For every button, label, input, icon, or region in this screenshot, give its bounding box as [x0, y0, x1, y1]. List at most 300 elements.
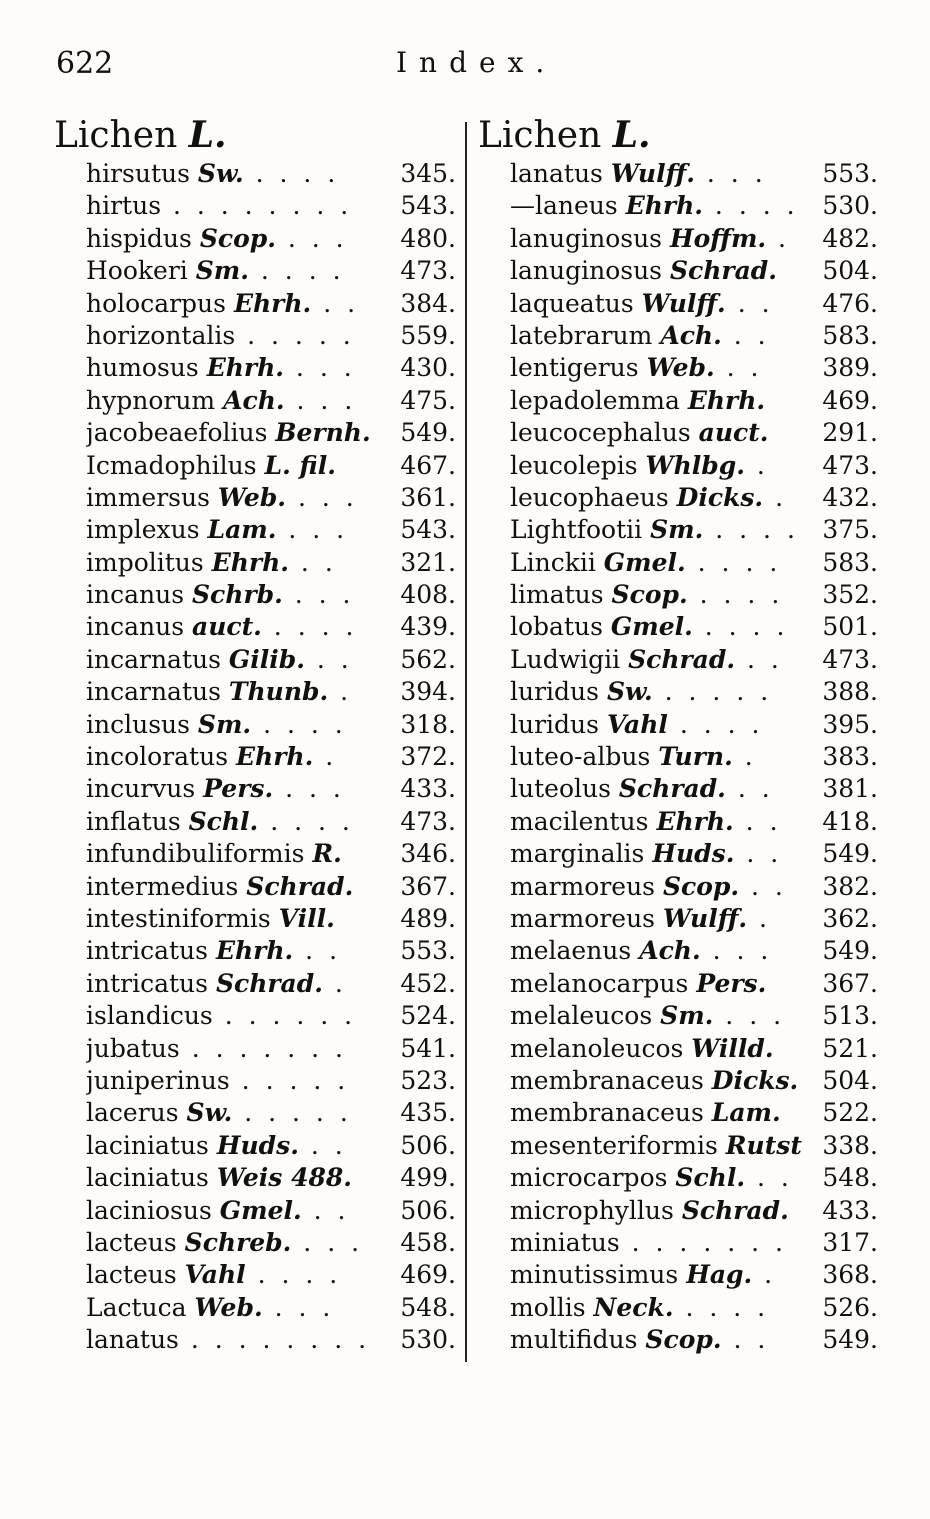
page-header: [56, 46, 874, 90]
entry-text: [86, 676, 386, 708]
page-reference: 475.: [400, 385, 456, 415]
index-entry: [86, 547, 456, 579]
authority: Turn.: [658, 742, 733, 772]
leader-dots: . . .: [276, 515, 349, 545]
index-entry: [86, 158, 456, 190]
leader-dots: . .: [721, 320, 770, 350]
entry-text: [86, 255, 386, 287]
authority: Schrad.: [669, 256, 777, 286]
leader-dots: . .: [745, 1163, 793, 1193]
entry-text: [86, 1227, 386, 1259]
page-reference: 372.: [400, 742, 456, 772]
authority: L. fil.: [264, 450, 336, 480]
entry-text: [86, 223, 386, 255]
index-entry: [86, 1000, 456, 1032]
species-name: lanatus: [510, 159, 603, 188]
species-name: melaenus: [510, 936, 632, 966]
authority: Sw.: [186, 1098, 233, 1128]
entry-text: [510, 644, 808, 676]
authority: Schrad.: [215, 968, 323, 998]
entry-text: [86, 644, 386, 676]
species-name: melaleucos: [510, 1001, 653, 1031]
authority: Sm.: [195, 256, 249, 286]
leader-dots: . . .: [275, 223, 348, 253]
page-reference: 395.: [822, 709, 878, 739]
entry-text: [86, 871, 386, 903]
index-entry: [510, 1259, 878, 1291]
leader-dots: . . . .: [703, 515, 799, 545]
species-name: implexus: [86, 515, 200, 545]
leader-dots: . .: [735, 644, 783, 674]
entry-text: [86, 514, 386, 546]
running-title: Index.: [396, 46, 557, 79]
authority: Ach.: [223, 385, 285, 415]
authority: Huds.: [216, 1130, 299, 1160]
leader-dots: . . .: [282, 580, 355, 610]
index-entry: [510, 1195, 878, 1227]
entry-text: [86, 935, 386, 967]
page-reference: 394.: [400, 677, 456, 707]
page-reference: 346.: [400, 839, 456, 869]
authority: Ach.: [639, 936, 701, 966]
leader-dots: . . . .: [243, 159, 340, 188]
leader-dots: . .: [734, 839, 783, 869]
leader-dots: . . . . .: [232, 1098, 352, 1128]
page-reference: 458.: [400, 1227, 456, 1257]
entry-text: [510, 1000, 808, 1032]
index-entry: [510, 676, 878, 708]
species-name: macilentus: [510, 806, 649, 836]
species-name: hirtus: [86, 191, 162, 221]
page-reference: 548.: [400, 1292, 456, 1322]
authority: Schrad.: [618, 774, 726, 804]
species-name: Linckii: [510, 547, 596, 577]
species-name: intermedius: [86, 871, 239, 901]
authority: Whlbg.: [645, 450, 745, 480]
authority: Ehrh.: [235, 742, 314, 772]
authority: Sw.: [606, 677, 653, 707]
authority: Schrb.: [192, 580, 283, 610]
page-reference: 506.: [400, 1195, 456, 1225]
index-entry: [86, 1227, 456, 1259]
species-name: incanus: [86, 612, 185, 642]
species-name: leucocephalus: [510, 418, 691, 448]
index-entry: [86, 190, 456, 222]
leader-dots: . . . . .: [652, 677, 773, 707]
authority: Vahl: [184, 1260, 246, 1290]
page-reference: 522.: [822, 1098, 878, 1128]
species-name: lacteus: [86, 1260, 177, 1290]
index-entry: [510, 320, 878, 352]
species-name: Icmadophilus: [86, 450, 257, 480]
leader-dots: . . .: [700, 936, 773, 966]
species-name: laciniatus: [86, 1130, 209, 1160]
column-divider: [465, 122, 467, 1362]
leader-dots: .: [313, 742, 338, 772]
species-name: incanus: [86, 580, 185, 610]
entry-text: [510, 450, 808, 482]
entry-text: [510, 1130, 808, 1162]
index-entry: [86, 903, 456, 935]
authority: Ehrh.: [233, 288, 312, 318]
index-entry: [86, 1033, 456, 1065]
index-entry: [510, 547, 878, 579]
entry-text: [510, 385, 808, 417]
species-name: luridus: [510, 677, 599, 707]
authority: Pers.: [203, 774, 274, 804]
page-reference: 473.: [822, 644, 878, 674]
authority: Ehrh.: [687, 385, 766, 415]
authority: Gmel.: [603, 547, 686, 577]
species-name: lacerus: [86, 1098, 179, 1128]
index-entry: [510, 255, 878, 287]
index-entry: [86, 1195, 456, 1227]
entry-text: [86, 352, 386, 384]
page-reference: 543.: [400, 515, 456, 545]
page-reference: 473.: [400, 256, 456, 286]
species-name: laciniatus: [86, 1163, 209, 1193]
species-name: lobatus: [510, 612, 603, 642]
entry-text: [510, 255, 808, 287]
page-reference: 384.: [400, 288, 456, 318]
leader-dots: . . .: [273, 774, 345, 804]
leader-dots: .: [322, 968, 347, 998]
species-name: holocarpus: [86, 288, 226, 318]
entry-text: [86, 611, 386, 643]
species-name: mollis: [510, 1292, 586, 1322]
page-reference: 318.: [400, 709, 456, 739]
page-reference: 482.: [822, 223, 878, 253]
species-name: luteo-albus: [510, 742, 651, 772]
leader-dots: . . .: [291, 1227, 364, 1257]
authority: auct.: [698, 418, 769, 448]
index-entry: [510, 1065, 878, 1097]
entry-text: [510, 838, 808, 870]
entry-text: [510, 935, 808, 967]
entry-text: [510, 547, 808, 579]
species-name: hirsutus: [86, 159, 190, 188]
entry-text: [510, 352, 808, 384]
leader-dots: .: [766, 223, 791, 253]
authority: Sw.: [197, 159, 244, 188]
index-entry: [510, 709, 878, 741]
page-reference: 543.: [400, 191, 456, 221]
leader-dots: . .: [304, 644, 353, 674]
index-entry: [86, 255, 456, 287]
species-name: Lactuca: [86, 1292, 187, 1322]
species-name: jacobeaefolius: [86, 418, 268, 448]
authority: Gmel.: [219, 1195, 302, 1225]
index-entry: [510, 288, 878, 320]
entry-text: [510, 1227, 808, 1259]
authority: Scop.: [662, 871, 740, 901]
entry-text: [86, 968, 386, 1000]
species-name: incarnatus: [86, 677, 221, 707]
page-reference: 504.: [822, 256, 878, 286]
authority: auct.: [192, 612, 262, 642]
page-reference: 435.: [400, 1098, 456, 1128]
index-entry: [510, 806, 878, 838]
genus-heading: [478, 112, 878, 158]
index-entry: [86, 1324, 456, 1356]
leader-dots: . . .: [713, 1001, 786, 1031]
page-reference: 368.: [822, 1260, 878, 1290]
index-entry: [510, 968, 878, 1000]
species-name: incurvus: [86, 774, 196, 804]
index-entry: [86, 773, 456, 805]
entry-text: [86, 385, 386, 417]
index-entry: [510, 417, 878, 449]
index-entry: [510, 611, 878, 643]
authority: Vahl: [606, 709, 668, 739]
leader-dots: .: [744, 450, 769, 480]
authority: Schreb.: [184, 1227, 292, 1257]
page-reference: 467.: [400, 450, 456, 480]
species-name: lentigerus: [510, 353, 639, 383]
index-entry: [510, 1033, 878, 1065]
authority: R.: [312, 839, 342, 869]
entry-text: [510, 482, 808, 514]
authority: Ehrh.: [206, 353, 284, 383]
leader-dots: . .: [293, 936, 342, 966]
entry-text: [510, 871, 808, 903]
species-name: minutissimus: [510, 1260, 679, 1290]
species-name: multifidus: [510, 1325, 638, 1355]
page-reference: 504.: [822, 1065, 878, 1095]
leader-dots: . . . .: [245, 1260, 342, 1290]
index-entry: [86, 1162, 456, 1194]
entry-text: [510, 1033, 808, 1065]
left-column: [54, 112, 456, 1356]
species-name: lanuginosus: [510, 256, 663, 286]
entry-text: [86, 1195, 386, 1227]
leader-dots: . . .: [694, 159, 767, 188]
index-entry: [510, 935, 878, 967]
leader-dots: .: [752, 1260, 777, 1290]
index-entry: [86, 935, 456, 967]
species-name: intricatus: [86, 936, 208, 966]
entry-text: [510, 1324, 808, 1356]
authority: Web.: [217, 482, 287, 512]
authority: Gmel.: [610, 612, 693, 642]
index-entry: [86, 1259, 456, 1291]
page-reference: 338.: [822, 1130, 878, 1160]
leader-dots: . . . . . . .: [179, 1033, 348, 1063]
species-name: impolitus: [86, 547, 204, 577]
leader-dots: . . .: [283, 353, 356, 383]
species-name: leucolepis: [510, 450, 638, 480]
leader-dots: . . . . . .: [212, 1001, 357, 1031]
leader-dots: . . . . . . .: [619, 1227, 787, 1257]
index-entry: [86, 741, 456, 773]
authority: Schrad.: [681, 1195, 789, 1225]
authority: Schrad.: [628, 644, 736, 674]
species-name: luridus: [510, 709, 599, 739]
right-column: [478, 112, 878, 1356]
species-name: microphyllus: [510, 1195, 674, 1225]
leader-dots: . .: [301, 1195, 350, 1225]
species-name: jubatus: [86, 1033, 180, 1063]
leader-dots: . . . .: [687, 580, 784, 610]
entry-text: [510, 709, 808, 741]
entry-text: [86, 1097, 386, 1129]
entry-text: [510, 158, 808, 190]
entry-text: [510, 1195, 808, 1227]
leader-dots: . . .: [284, 385, 357, 415]
authority: Ehrh.: [215, 936, 294, 966]
entry-text: [86, 773, 386, 805]
page-reference: 432.: [822, 482, 878, 512]
page-reference: 381.: [822, 774, 878, 804]
page-reference: 469.: [822, 385, 878, 415]
page-reference: 524.: [400, 1001, 456, 1031]
page-reference: 553.: [822, 159, 878, 188]
page-reference: 549.: [822, 936, 878, 966]
leader-dots: . . . .: [673, 1292, 770, 1322]
index-entry: [510, 158, 878, 190]
page-reference: 291.: [822, 418, 878, 448]
genus-name: Lichen: [478, 115, 602, 156]
leader-dots: . .: [298, 1130, 347, 1160]
page-reference: 367.: [822, 968, 878, 998]
index-entry: [86, 644, 456, 676]
species-name: mesenteriformis: [510, 1130, 718, 1160]
page-reference: 345.: [400, 159, 456, 188]
species-name: laciniosus: [86, 1195, 212, 1225]
page-reference: 473.: [822, 450, 878, 480]
leader-dots: . .: [739, 871, 787, 901]
index-entry: [510, 741, 878, 773]
entry-text: [510, 514, 808, 546]
entry-text: [510, 773, 808, 805]
entry-text: [510, 223, 808, 255]
species-name: juniperinus: [86, 1065, 230, 1095]
entry-text: [510, 1292, 808, 1324]
species-name: immersus: [86, 482, 210, 512]
page-reference: 480.: [400, 223, 456, 253]
entry-text: [86, 288, 386, 320]
page-reference: 499.: [400, 1163, 456, 1193]
authority: Web.: [194, 1292, 263, 1322]
entry-text: [86, 1065, 386, 1097]
entry-text: [510, 903, 808, 935]
index-entry: [510, 482, 878, 514]
index-entry: [86, 709, 456, 741]
species-name: humosus: [86, 353, 199, 383]
page-reference: 583.: [822, 320, 878, 350]
species-name: lanuginosus: [510, 223, 663, 253]
species-name: incoloratus: [86, 742, 229, 772]
leader-dots: . . . . . . . .: [161, 191, 353, 221]
species-name: marmoreus: [510, 903, 655, 933]
index-entry: [86, 385, 456, 417]
index-entry: [86, 1065, 456, 1097]
index-entry: [86, 968, 456, 1000]
authority: Weis 488.: [216, 1163, 352, 1193]
page-reference: 388.: [822, 677, 878, 707]
page-number: 622: [56, 46, 114, 81]
page-reference: 541.: [400, 1033, 456, 1063]
entry-text: [86, 1033, 386, 1065]
species-name: melanocarpus: [510, 968, 689, 998]
index-entry: [86, 806, 456, 838]
entry-text: [86, 482, 386, 514]
page-reference: 549.: [822, 839, 878, 869]
species-name: limatus: [510, 580, 604, 610]
authority: Gilib.: [228, 644, 305, 674]
entry-text: [510, 417, 808, 449]
leader-dots: . . . .: [702, 191, 799, 221]
page-reference: 389.: [822, 353, 878, 383]
species-name: membranaceus: [510, 1065, 704, 1095]
entry-text: [510, 806, 808, 838]
index-entry: [510, 450, 878, 482]
genus-author: L.: [188, 114, 227, 156]
leader-dots: . . . . .: [229, 1065, 350, 1095]
index-entry: [86, 320, 456, 352]
entry-text: [86, 547, 386, 579]
authority: Ach.: [660, 320, 722, 350]
authority: Vill.: [278, 903, 335, 933]
species-name: microcarpos: [510, 1163, 668, 1193]
leader-dots: . . . .: [692, 612, 789, 642]
authority: Dicks.: [711, 1065, 799, 1095]
entry-text: [86, 709, 386, 741]
authority: Wulff.: [641, 288, 726, 318]
species-name: membranaceus: [510, 1098, 704, 1128]
index-entry: [510, 579, 878, 611]
authority: Ehrh.: [625, 191, 703, 221]
leader-dots: . .: [733, 806, 782, 836]
species-name: marmoreus: [510, 871, 655, 901]
leader-dots: . .: [714, 353, 763, 383]
species-name: lacteus: [86, 1227, 177, 1257]
page-reference: 473.: [400, 806, 456, 836]
index-entry: [510, 223, 878, 255]
entry-text: [86, 158, 386, 190]
entry-text: [510, 190, 808, 222]
authority: Rutst: [725, 1130, 802, 1160]
leader-dots: .: [763, 482, 788, 512]
leader-dots: .: [328, 677, 353, 707]
species-name: infundibuliformis: [86, 839, 305, 869]
entry-text: [86, 1324, 386, 1356]
leader-dots: . .: [721, 1325, 770, 1355]
species-name: latebrarum: [510, 320, 653, 350]
index-entry: [510, 1162, 878, 1194]
entry-text: [86, 1000, 386, 1032]
index-entry: [510, 903, 878, 935]
index-entry: [510, 514, 878, 546]
leader-dots: .: [732, 742, 757, 772]
entry-text: [86, 450, 386, 482]
authority: Lam.: [207, 515, 277, 545]
entry-text: [510, 320, 808, 352]
species-name: hispidus: [86, 223, 192, 253]
species-name: leucophaeus: [510, 482, 669, 512]
index-entry: [86, 1292, 456, 1324]
page-reference: 489.: [400, 903, 456, 933]
entry-text: [86, 1130, 386, 1162]
species-name: —laneus: [510, 191, 618, 221]
leader-dots: .: [747, 903, 771, 933]
authority: Hoffm.: [669, 223, 767, 253]
authority: Neck.: [593, 1292, 674, 1322]
species-name: Lightfootii: [510, 515, 643, 545]
entry-text: [86, 1292, 386, 1324]
page-reference: 367.: [400, 871, 456, 901]
index-entry: [86, 611, 456, 643]
